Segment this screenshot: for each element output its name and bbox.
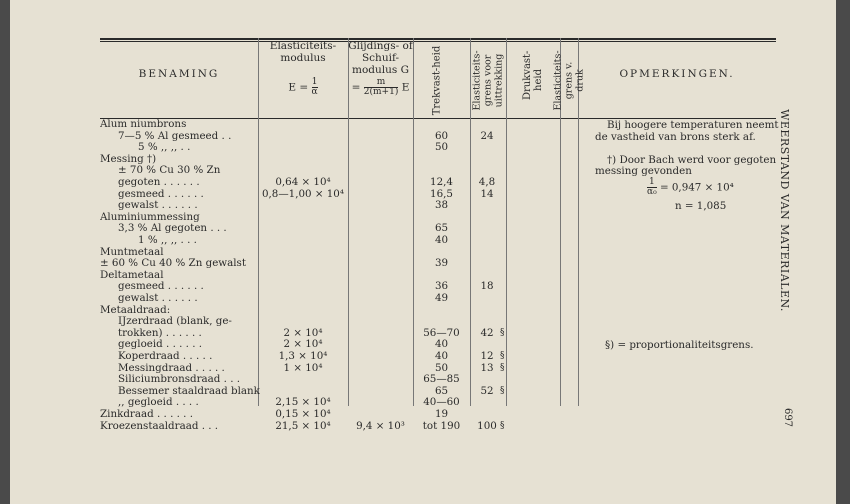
header-elasticiteitsgrens-druk: Elasticiteits-grens v. druk [552, 49, 586, 111]
elastic-limit-cell: 13 [480, 361, 494, 374]
header-g-formula [348, 78, 413, 97]
tensile-strength-cell: 36 [434, 280, 449, 293]
tensile-strength-cell: 40 [434, 350, 449, 362]
page-number: 697 [782, 407, 794, 427]
g-formula-den: 2(m+1) [363, 87, 399, 97]
e-formula-fraction [312, 78, 318, 97]
tensile-strength-cell: 56—70 [423, 326, 460, 339]
tensile-strength-cell: 40 [434, 234, 449, 246]
tensile-strength-cell: 38 [434, 199, 449, 212]
material-name-cell: IJzerdraad (blank, ge- [118, 316, 232, 328]
g-formula-lhs: = [351, 81, 361, 94]
elastic-limit-cell: 100 [477, 419, 497, 432]
material-name-cell: gesmeed . . . . . . [118, 281, 204, 293]
header-drukvastheid: Drukvast-heid [522, 50, 544, 100]
material-name-cell: Messingdraad . . . . . [118, 362, 225, 374]
material-name-cell: Metaaldraad: [100, 304, 171, 316]
book-page [10, 0, 836, 504]
material-name-cell: 3,3 % Al gegoten . . . [118, 223, 227, 235]
material-name-cell: gesmeed . . . . . . [118, 188, 204, 200]
elasticity-modulus-cell: 1 × 10⁴ [283, 361, 323, 374]
remark-formula-den: α₀ [647, 187, 657, 197]
material-name-cell: Bessemer staaldraad blank [118, 385, 260, 397]
tensile-strength-cell: 65—85 [423, 373, 460, 386]
remark-line: §) = proportionaliteitsgrens. [605, 339, 754, 351]
material-name-cell: gegoten . . . . . . [118, 177, 200, 188]
material-name-cell: Koperdraad . . . . . [118, 351, 213, 362]
table-row [100, 293, 776, 305]
tensile-strength-cell: 12,4 [430, 176, 453, 188]
material-name-cell: Deltametaal [100, 269, 164, 281]
header-opmerkingen: OPMERKINGEN. [619, 68, 735, 80]
g-formula-num: m [364, 78, 399, 88]
header-elasticiteitsgrens-trek: Elasticiteits-grens voor uittrekking [471, 49, 505, 111]
tensile-strength-cell: 16,5 [430, 187, 453, 200]
header-glijdingsmodulus [348, 40, 413, 97]
header-elasticiteit-line1: Elasticiteits- [269, 40, 337, 52]
material-name-cell: Aluminiummessing [100, 211, 200, 223]
tensile-strength-cell: 49 [434, 292, 449, 304]
remark-line: Bij hoogere temperaturen neemt [607, 119, 779, 131]
material-name-cell: gewalst . . . . . . [118, 200, 198, 212]
material-name-cell: Kroezenstaaldraad . . . [100, 420, 219, 432]
header-glijding-line3: modulus G [352, 64, 409, 76]
top-double-rule [100, 38, 776, 40]
material-name-cell: Siliciumbronsdraad . . . [118, 374, 241, 386]
header-glijding-line2: Schuif- [361, 52, 400, 64]
table-row [100, 235, 776, 247]
header-elasticiteitsmodulus [258, 40, 348, 97]
remark-formula [647, 178, 827, 197]
elasticity-modulus-cell: 0,15 × 10⁴ [275, 408, 331, 420]
header-glijding-line1: Glijdings- of [348, 40, 413, 52]
tensile-strength-cell: 50 [434, 141, 449, 154]
material-name-cell: Messing †) [100, 153, 157, 165]
g-formula-rhs: E [401, 81, 410, 94]
elastic-limit-cell: 4,8 [478, 176, 496, 188]
elasticity-modulus-cell: 2,15 × 10⁴ [275, 396, 331, 409]
material-name-cell: Alum niumbrons [100, 119, 187, 130]
elastic-limit-cell: 14 [480, 187, 494, 200]
table-row [100, 421, 776, 433]
remark-line: †) Door Bach werd voor gegoten [607, 153, 777, 166]
header-e-formula [258, 78, 348, 97]
table-row [100, 351, 776, 363]
remark-line: de vastheid van brons sterk af. [595, 130, 756, 143]
tensile-strength-cell: 65 [434, 384, 449, 397]
header-elasticiteit-line2: modulus [280, 52, 326, 64]
material-name-cell: 1 % ,, ,, . . . [138, 235, 197, 246]
g-formula-fraction [364, 78, 399, 97]
elasticity-modulus-cell: 2 × 10⁴ [283, 326, 323, 339]
materials-table [100, 34, 780, 432]
material-name-cell: 5 % ,, ,, . . [138, 142, 191, 154]
running-title: WEERSTAND VAN MATERIALEN. [777, 108, 791, 312]
elasticity-modulus-cell: 21,5 × 10⁴ [275, 419, 331, 432]
remark-line: messing gevonden [595, 165, 692, 178]
elastic-limit-cell: 52 [480, 384, 494, 397]
tensile-strength-cell: 50 [434, 361, 449, 374]
elasticity-modulus-cell: 1,3 × 10⁴ [278, 350, 328, 362]
material-name-cell: 7—5 % Al gesmeed . . [118, 130, 232, 142]
remark-formula-fraction [647, 178, 657, 197]
proportional-limit-mark: § [500, 420, 505, 431]
tensile-strength-cell: 19 [434, 408, 449, 420]
elasticity-modulus-cell: 0,64 × 10⁴ [275, 176, 331, 188]
table-row [100, 409, 776, 421]
proportional-limit-mark: § [500, 351, 505, 361]
elastic-limit-cell: 12 [480, 350, 494, 362]
material-name-cell: ± 70 % Cu 30 % Zn [118, 165, 221, 177]
elasticity-modulus-cell: 0,8—1,00 × 10⁴ [261, 187, 344, 200]
table-row [100, 305, 776, 317]
table-row [100, 258, 776, 270]
proportional-limit-mark: § [500, 362, 505, 373]
tensile-strength-cell: 39 [434, 257, 449, 270]
tensile-strength-cell: 60 [434, 129, 449, 142]
proportional-limit-mark: § [500, 327, 505, 338]
tensile-strength-cell: 40 [434, 338, 449, 351]
material-name-cell: ,, gegloeid . . . . [118, 397, 199, 409]
table-row [100, 142, 776, 154]
elastic-limit-cell: 24 [480, 129, 494, 142]
remark-formula-num: 1 [648, 177, 655, 187]
header-trekvastheid: Trekvast-heid [431, 45, 443, 115]
tensile-strength-cell: tot 190 [422, 419, 461, 432]
elastic-limit-cell: 42 [480, 326, 494, 339]
material-name-cell: Muntmetaal [100, 246, 164, 258]
e-formula-num: 1 [311, 77, 318, 87]
header-benaming: BENAMING [138, 68, 220, 80]
material-name-cell: ± 60 % Cu 40 % Zn gewalst [100, 258, 246, 270]
proportional-limit-mark: § [500, 385, 505, 396]
elastic-limit-cell: 18 [480, 280, 494, 293]
tensile-strength-cell: 40—60 [423, 396, 460, 409]
shear-modulus-cell: 9,4 × 10³ [356, 419, 405, 432]
remark-formula-rhs: = 0,947 × 10⁴ [659, 181, 734, 194]
remark-line: n = 1,085 [675, 200, 727, 212]
material-name-cell: Zinkdraad . . . . . . [100, 409, 193, 420]
material-name-cell: trokken) . . . . . . [118, 327, 202, 339]
material-name-cell: gegloeid . . . . . . [118, 339, 203, 351]
elasticity-modulus-cell: 2 × 10⁴ [283, 338, 323, 351]
e-formula-den: α [311, 87, 318, 97]
tensile-strength-cell: 65 [434, 222, 449, 235]
material-name-cell: gewalst . . . . . . [118, 293, 198, 304]
e-formula-lhs: E = [288, 81, 309, 94]
